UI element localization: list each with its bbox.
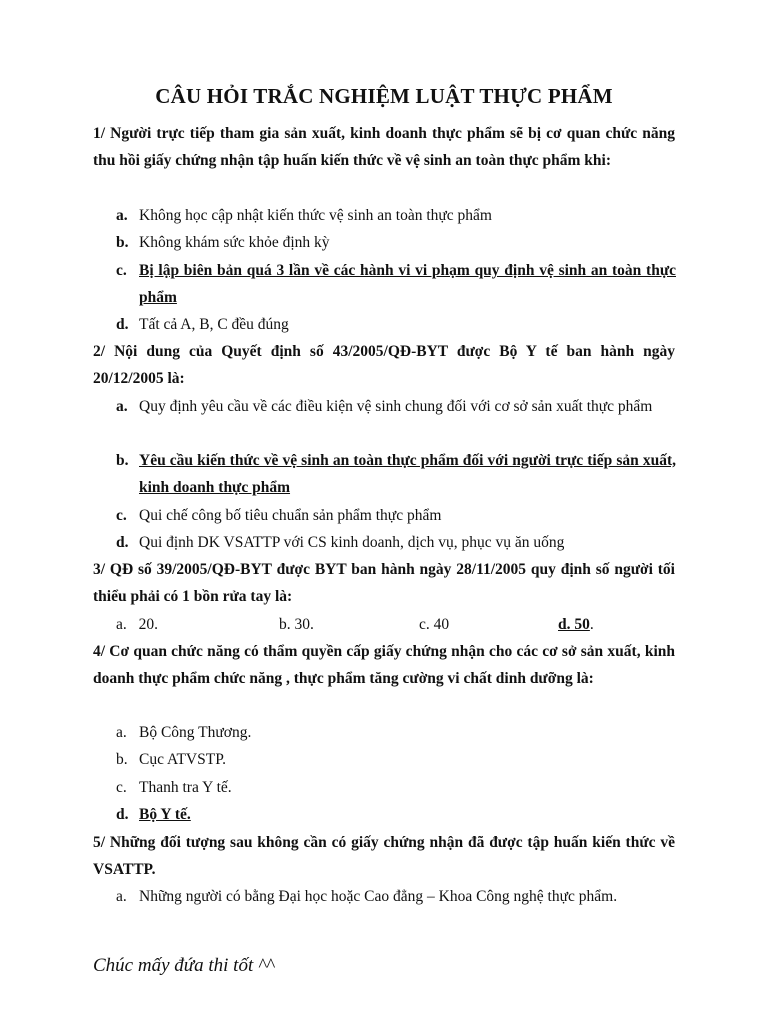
option-text: Không khám sức khỏe định kỳ bbox=[139, 234, 330, 251]
question-4-option-a bbox=[116, 719, 676, 746]
option-text: Những người có bằng Đại học hoặc Cao đẳng – Khoa Công nghệ thực phẩm. bbox=[139, 888, 618, 905]
option-text: d. 50 bbox=[558, 616, 590, 633]
question-5-option-a bbox=[116, 883, 676, 910]
question-4-option-b bbox=[116, 746, 676, 773]
option-label: c. bbox=[116, 779, 127, 796]
option-text: Yêu cầu kiến thức về vệ sinh an toàn thực phẩm đối với người trực tiếp sản xuất, kinh doanh thực phẩm bbox=[139, 452, 676, 497]
option-label: a. bbox=[116, 398, 128, 415]
option-label: a. bbox=[116, 724, 127, 741]
question-4: 4/ Cơ quan chức năng có thẩm quyền cấp giấy chứng nhận cho các cơ sở sản xuất, kinh doanh thực phẩm chức năng , thực phẩm tăng cường vi chất dinh dưỡng là: bbox=[93, 643, 675, 688]
option-text: Tất cả A, B, C đều đúng bbox=[139, 316, 289, 333]
option-text: Qui chế công bố tiêu chuẩn sản phẩm thực phẩm bbox=[139, 507, 442, 524]
question-2-option-b-correct bbox=[116, 447, 676, 502]
option-label: a. bbox=[116, 207, 128, 224]
question-4-option-c bbox=[116, 774, 676, 801]
option-suffix: . bbox=[589, 616, 594, 633]
option-text: Không học cập nhật kiến thức vệ sinh an toàn thực phẩm bbox=[139, 207, 492, 224]
option-text: Bộ Y tế. bbox=[139, 806, 191, 823]
question-1-option-a bbox=[116, 202, 676, 229]
question-3-option-c: c. 40 bbox=[419, 616, 450, 633]
option-label: b. bbox=[116, 234, 129, 251]
question-2-option-a bbox=[116, 393, 676, 420]
option-text: Thanh tra Y tế. bbox=[139, 779, 232, 796]
option-label: a. bbox=[116, 888, 127, 905]
option-text: 20. bbox=[138, 616, 159, 633]
option-label: c. bbox=[116, 507, 127, 524]
question-1-option-d bbox=[116, 311, 676, 338]
option-text: Bị lập biên bản quá 3 lần về các hành vi vi phạm quy định vệ sinh an toàn thực phẩm bbox=[139, 262, 676, 307]
question-2: 2/ Nội dung của Quyết định số 43/2005/QĐ-BYT được Bộ Y tế ban hành ngày 20/12/2005 là: bbox=[93, 343, 675, 388]
question-3-option-b: b. 30. bbox=[279, 616, 314, 633]
option-text: Cục ATVSTP. bbox=[139, 751, 226, 768]
closing-note: Chúc mấy đứa thi tốt ^^ bbox=[93, 955, 275, 976]
question-2-option-c bbox=[116, 502, 676, 529]
option-label: b. bbox=[116, 751, 128, 768]
option-label: a. bbox=[116, 616, 127, 633]
option-label: b. bbox=[116, 452, 129, 469]
question-1: 1/ Người trực tiếp tham gia sản xuất, kinh doanh thực phẩm sẽ bị cơ quan chức năng thu hồi giấy chứng nhận tập huấn kiến thức về vệ sinh an toàn thực phẩm khi: bbox=[93, 125, 675, 170]
question-5: 5/ Những đối tượng sau không cần có giấy chứng nhận đã được tập huấn kiến thức về VSATTP. bbox=[93, 834, 675, 879]
option-label: d. bbox=[116, 316, 129, 333]
question-3-option-d-correct bbox=[558, 611, 594, 638]
option-text: Bộ Công Thương. bbox=[139, 724, 252, 741]
option-text: Qui định DK VSATTP với CS kinh doanh, dịch vụ, phục vụ ăn uống bbox=[139, 534, 565, 551]
option-label: d. bbox=[116, 806, 129, 823]
option-label: d. bbox=[116, 534, 129, 551]
page-title: CÂU HỎI TRẮC NGHIỆM LUẬT THỰC PHẨM bbox=[155, 84, 613, 108]
option-label: c. bbox=[116, 262, 127, 279]
question-4-option-d-correct bbox=[116, 801, 676, 828]
question-2-option-d bbox=[116, 529, 676, 556]
question-1-option-b bbox=[116, 229, 676, 256]
question-1-option-c-correct bbox=[116, 257, 676, 312]
question-3-option-a bbox=[116, 611, 158, 638]
question-3: 3/ QĐ số 39/2005/QĐ-BYT được BYT ban hành ngày 28/11/2005 quy định số người tối thiểu phải có 1 bồn rửa tay là: bbox=[93, 561, 675, 606]
option-text: Quy định yêu cầu về các điều kiện vệ sinh chung đối với cơ sở sản xuất thực phẩm bbox=[139, 398, 653, 415]
